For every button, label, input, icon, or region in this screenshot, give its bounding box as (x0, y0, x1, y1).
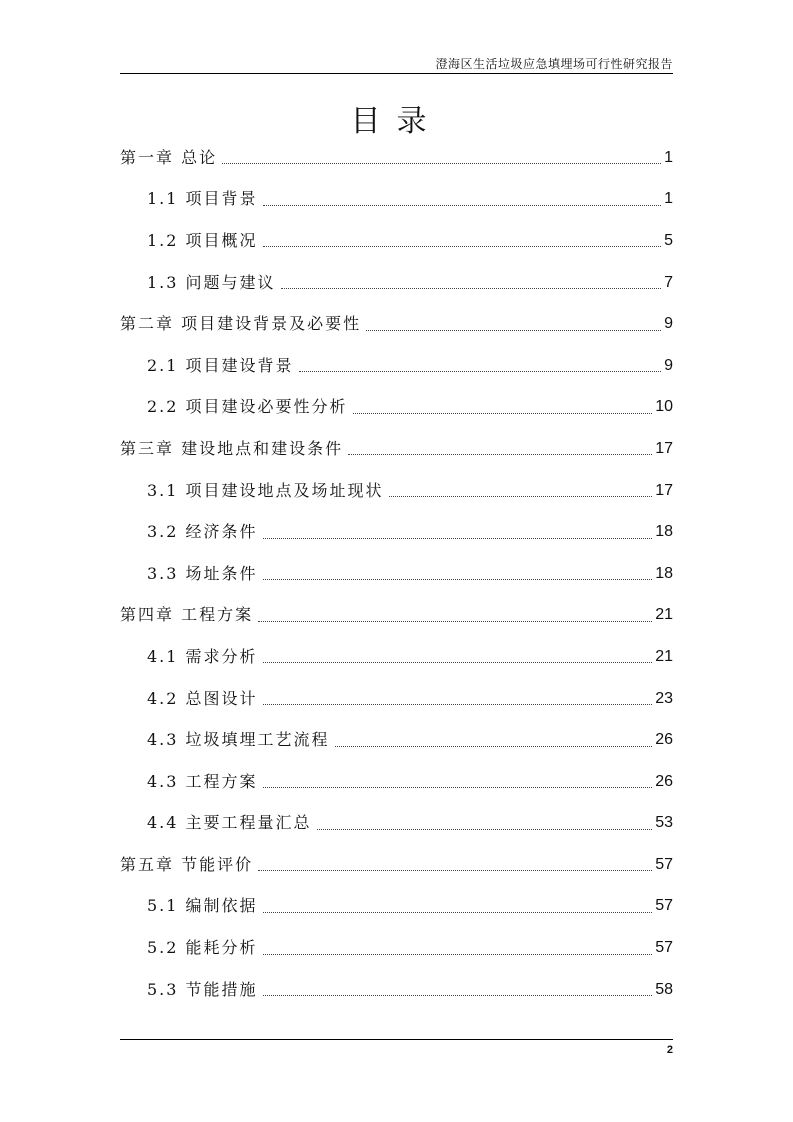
toc-entry-label: 5.3 节能措施 (147, 979, 258, 999)
toc-entry-label: 3.1 项目建设地点及场址现状 (147, 480, 384, 500)
toc-dot-leader (335, 746, 653, 747)
toc-entry[interactable] (120, 303, 673, 345)
toc-entry-page: 26 (655, 772, 673, 790)
toc-entry[interactable] (120, 220, 673, 262)
toc-entry-page: 23 (655, 689, 673, 707)
toc-entry-page: 5 (664, 231, 673, 249)
toc-entry-page: 17 (655, 439, 673, 457)
toc-entry-label: 5.1 编制依据 (147, 896, 258, 916)
toc-entry-label: 3.2 经济条件 (147, 522, 258, 542)
toc-dot-leader (222, 163, 661, 164)
header-divider (120, 73, 673, 74)
toc-entry-label: 第二章 项目建设背景及必要性 (120, 314, 362, 334)
toc-dot-leader (263, 954, 653, 955)
toc-dot-leader (389, 496, 653, 497)
toc-dot-leader (258, 870, 652, 871)
toc-entry[interactable] (120, 428, 673, 470)
toc-entry-label: 5.2 能耗分析 (147, 938, 258, 958)
page-number: 2 (666, 1044, 673, 1056)
toc-entry[interactable] (120, 595, 673, 637)
toc-entry-page: 10 (655, 398, 673, 416)
toc-dot-leader (263, 538, 653, 539)
toc-entry-page: 18 (655, 564, 673, 582)
toc-entry-label: 4.1 需求分析 (147, 646, 258, 666)
toc-dot-leader (263, 579, 653, 580)
toc-entry[interactable] (120, 179, 673, 221)
toc-entry[interactable] (120, 345, 673, 387)
footer-divider (120, 1039, 673, 1040)
toc-entry-label: 第五章 节能评价 (120, 854, 254, 874)
toc-entry-label: 4.4 主要工程量汇总 (147, 813, 312, 833)
toc-entry[interactable] (120, 553, 673, 595)
table-of-contents (120, 137, 673, 1010)
toc-entry[interactable] (120, 844, 673, 886)
toc-entry-page: 9 (664, 315, 673, 333)
toc-entry-page: 7 (664, 273, 673, 291)
toc-entry-label: 第一章 总论 (120, 147, 218, 167)
toc-dot-leader (263, 995, 653, 996)
toc-entry[interactable] (120, 511, 673, 553)
toc-entry-page: 57 (655, 897, 673, 915)
toc-dot-leader (263, 246, 662, 247)
running-header-title: 澄海区生活垃圾应急填埋场可行性研究报告 (435, 57, 673, 71)
toc-entry-page: 17 (655, 481, 673, 499)
toc-entry-page: 18 (655, 523, 673, 541)
toc-entry-page: 1 (664, 148, 673, 166)
toc-dot-leader (348, 454, 652, 455)
toc-entry-page: 57 (655, 855, 673, 873)
toc-entry-page: 9 (664, 356, 673, 374)
toc-entry-label: 1.2 项目概况 (147, 230, 258, 250)
toc-entry-page: 53 (655, 814, 673, 832)
toc-entry-label: 3.3 场址条件 (147, 563, 258, 583)
toc-dot-leader (258, 621, 652, 622)
toc-entry-page: 58 (655, 980, 673, 998)
toc-dot-leader (263, 704, 653, 705)
toc-entry-label: 1.1 项目背景 (147, 189, 258, 209)
toc-entry-label: 1.3 问题与建议 (147, 272, 276, 292)
toc-entry[interactable] (120, 470, 673, 512)
toc-dot-leader (263, 205, 662, 206)
toc-entry-page: 57 (655, 939, 673, 957)
toc-dot-leader (299, 371, 662, 372)
toc-dot-leader (263, 787, 653, 788)
toc-entry[interactable] (120, 761, 673, 803)
toc-dot-leader (353, 413, 653, 414)
toc-entry[interactable] (120, 137, 673, 179)
toc-heading: 目录 (350, 104, 443, 139)
toc-entry[interactable] (120, 678, 673, 720)
toc-entry[interactable] (120, 719, 673, 761)
toc-entry-page: 21 (655, 606, 673, 624)
toc-entry-label: 第三章 建设地点和建设条件 (120, 438, 344, 458)
toc-dot-leader (317, 829, 653, 830)
toc-entry-label: 4.2 总图设计 (147, 688, 258, 708)
toc-entry[interactable] (120, 262, 673, 304)
toc-dot-leader (366, 330, 661, 331)
toc-entry-page: 21 (655, 647, 673, 665)
toc-entry-label: 2.2 项目建设必要性分析 (147, 397, 348, 417)
toc-entry-label: 2.1 项目建设背景 (147, 355, 294, 375)
toc-entry[interactable] (120, 969, 673, 1011)
toc-entry[interactable] (120, 803, 673, 845)
toc-entry-label: 4.3 垃圾填埋工艺流程 (147, 730, 330, 750)
toc-entry[interactable] (120, 636, 673, 678)
toc-entry[interactable] (120, 927, 673, 969)
toc-entry[interactable] (120, 387, 673, 429)
toc-entry-page: 26 (655, 731, 673, 749)
toc-entry-label: 第四章 工程方案 (120, 605, 254, 625)
toc-dot-leader (281, 288, 662, 289)
toc-entry[interactable] (120, 886, 673, 928)
toc-entry-page: 1 (664, 190, 673, 208)
toc-entry-label: 4.3 工程方案 (147, 771, 258, 791)
toc-dot-leader (263, 912, 653, 913)
toc-dot-leader (263, 662, 653, 663)
